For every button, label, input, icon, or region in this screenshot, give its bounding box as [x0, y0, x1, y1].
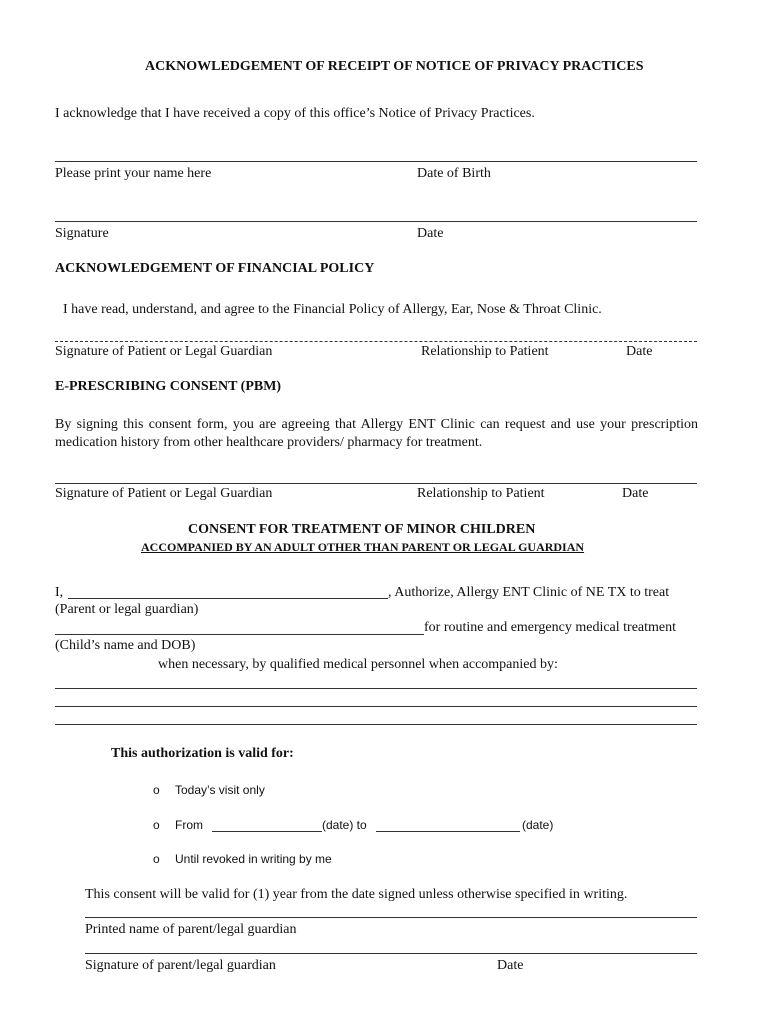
eprescribing-date-label: Date [622, 486, 649, 501]
validity-statement: This consent will be valid for (1) year from the date signed unless otherwise specified in writing. [85, 887, 628, 902]
accompanied-line-3[interactable] [55, 724, 697, 725]
name-label: Please print your name here [55, 166, 212, 181]
page-title: ACKNOWLEDGEMENT OF RECEIPT OF NOTICE OF PRIVACY PRACTICES [145, 59, 644, 74]
child-label: (Child’s name and DOB) [55, 638, 196, 653]
routine-text: for routine and emergency medical treatment [424, 620, 677, 635]
guardian-label: (Parent or legal guardian) [55, 602, 199, 617]
guardian-signature-line[interactable] [85, 953, 697, 954]
option-until-revoked: Until revoked in writing by me [175, 852, 332, 866]
option-bullet-3[interactable]: o [153, 852, 160, 866]
to-date-line[interactable] [376, 831, 520, 832]
eprescribing-heading: E-PRESCRIBING CONSENT (PBM) [55, 379, 282, 394]
financial-heading: ACKNOWLEDGEMENT OF FINANCIAL POLICY [55, 261, 375, 276]
date-label: Date [417, 226, 444, 241]
i-prefix: I, [55, 585, 64, 600]
signature-date-line[interactable] [55, 221, 697, 222]
option-today: Today’s visit only [175, 783, 265, 797]
dob-label: Date of Birth [417, 166, 491, 181]
signature-label: Signature [55, 226, 109, 241]
financial-statement: I have read, understand, and agree to the Financial Policy of Allergy, Ear, Nose & Throat Clinic. [63, 302, 602, 317]
eprescribing-sig-label: Signature of Patient or Legal Guardian [55, 486, 273, 501]
when-text: when necessary, by qualified medical personnel when accompanied by: [158, 657, 558, 672]
minor-heading: CONSENT FOR TREATMENT OF MINOR CHILDREN [188, 522, 536, 537]
guardian-signature-label: Signature of parent/legal guardian [85, 958, 276, 973]
printed-name-line[interactable] [85, 917, 697, 918]
eprescribing-signature-line[interactable] [55, 483, 697, 484]
valid-heading: This authorization is valid for: [111, 746, 294, 761]
guardian-name-line[interactable] [68, 598, 388, 599]
guardian-date-label: Date [497, 958, 524, 973]
child-name-line[interactable] [55, 634, 424, 635]
accompanied-line-1[interactable] [55, 688, 697, 689]
eprescribing-statement: By signing this consent form, you are agreeing that Allergy ENT Clinic can request and use your prescription medication history from other healthcare providers/ pharmacy for treatment. [55, 417, 698, 450]
option-bullet-1[interactable]: o [153, 783, 160, 797]
privacy-statement: I acknowledge that I have received a copy of this office’s Notice of Privacy Practices. [55, 106, 535, 121]
option-date-end: (date) [522, 818, 554, 832]
financial-sig-label: Signature of Patient or Legal Guardian [55, 344, 273, 359]
minor-subheading: ACCOMPANIED BY AN ADULT OTHER THAN PARENT OR LEGAL GUARDIAN [141, 540, 585, 554]
printed-name-label: Printed name of parent/legal guardian [85, 922, 297, 937]
option-bullet-2[interactable]: o [153, 818, 160, 832]
financial-signature-line[interactable] [55, 341, 697, 342]
eprescribing-relationship-label: Relationship to Patient [417, 486, 545, 501]
financial-relationship-label: Relationship to Patient [421, 344, 549, 359]
option-date-to: (date) to [322, 818, 367, 832]
financial-date-label: Date [626, 344, 653, 359]
name-dob-line[interactable] [55, 161, 697, 162]
accompanied-line-2[interactable] [55, 706, 697, 707]
from-date-line[interactable] [212, 831, 322, 832]
authorize-text: , Authorize, Allergy ENT Clinic of NE TX to treat [388, 585, 670, 600]
option-from: From [175, 818, 203, 832]
